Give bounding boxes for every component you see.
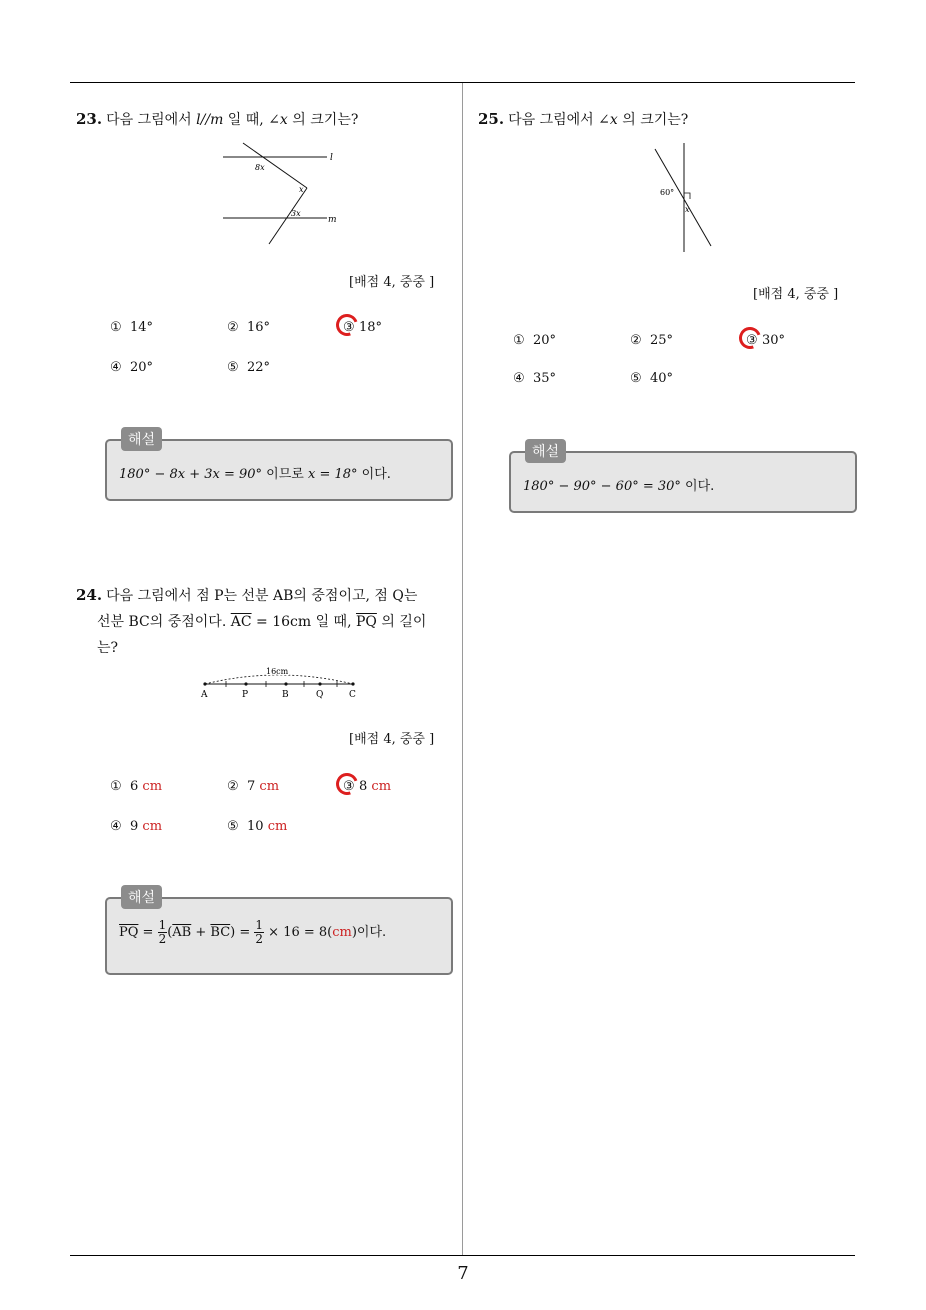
choice-number: ⑤	[630, 371, 642, 386]
footer-rule	[70, 1255, 855, 1256]
choice-value: 20°	[130, 360, 154, 375]
problem-number: 25.	[478, 110, 505, 128]
problem-24-solution	[105, 890, 453, 975]
label-b: B	[282, 690, 289, 700]
page-number: 7	[457, 1263, 469, 1284]
question-text: 의 크기는?	[287, 112, 359, 128]
solution-equation: 180° − 90° − 60° = 30°	[523, 479, 681, 494]
choice-value: 18°	[359, 320, 383, 335]
label-60: 60°	[660, 188, 675, 197]
question-text: 는?	[97, 640, 119, 656]
transversal-lower	[269, 188, 307, 244]
choice-value: 20°	[533, 333, 557, 348]
label-p: P	[242, 690, 249, 700]
answer-mark-icon	[332, 310, 361, 339]
choice-3[interactable]	[746, 333, 785, 348]
solution-symbol: =	[138, 925, 158, 940]
solution-text	[523, 475, 714, 494]
segment-pq: $\overline{PQ}$	[119, 925, 139, 940]
question-text: 다음 그림에서	[106, 112, 197, 128]
point-a	[203, 682, 206, 685]
choice-value: 22°	[247, 360, 271, 375]
choice-4[interactable]	[110, 360, 153, 375]
solution-symbol: (	[167, 925, 173, 940]
choice-1[interactable]	[110, 320, 153, 335]
fraction-half: $\frac{1}{2}$	[158, 918, 167, 946]
problem-24-question	[76, 582, 461, 661]
choice-value: 14°	[130, 320, 154, 335]
choice-value: 40°	[650, 371, 674, 386]
choice-2[interactable]	[227, 320, 270, 335]
problem-24-figure	[198, 664, 363, 704]
solution-text	[119, 919, 386, 946]
arc-ac	[205, 675, 353, 684]
label-8x: 8x	[255, 163, 265, 172]
choice-number: ③	[746, 333, 766, 348]
choice-value: 8	[359, 779, 368, 794]
segment-ac: $\overline{AC}$	[230, 614, 252, 630]
choice-number: ②	[630, 333, 642, 348]
problem-24-score: [배점 4, 중중 ]	[349, 732, 435, 747]
point-c	[351, 682, 354, 685]
choice-3[interactable]	[343, 320, 382, 335]
question-math: l//m	[196, 112, 224, 128]
choice-number: ①	[110, 779, 122, 794]
problem-number: 24.	[76, 586, 103, 604]
choice-number: ⑤	[227, 360, 239, 375]
problem-25-solution	[509, 444, 857, 513]
problem-23-question	[76, 106, 456, 133]
solution-symbol: ) =	[230, 925, 255, 940]
question-text: 다음 그림에서	[508, 112, 599, 128]
problem-25-figure	[650, 140, 720, 255]
choice-4[interactable]	[513, 371, 556, 386]
choice-value: 6	[130, 779, 139, 794]
fraction-half: $\frac{1}{2}$	[255, 918, 264, 946]
choice-1[interactable]	[513, 333, 556, 348]
choice-unit: cm	[371, 779, 392, 794]
choice-number: ①	[110, 320, 122, 335]
question-text: 의 크기는?	[617, 112, 689, 128]
label-x: x	[685, 205, 690, 214]
problem-25-question	[478, 106, 858, 133]
choice-5[interactable]	[227, 360, 270, 375]
solution-text	[119, 463, 391, 482]
label-16cm: 16cm	[266, 667, 289, 676]
label-m: m	[328, 215, 337, 225]
problem-number: 23.	[76, 110, 103, 128]
choice-3[interactable]	[343, 779, 391, 794]
point-b	[284, 682, 287, 685]
solution-unit: cm	[332, 925, 352, 940]
choice-number: ④	[513, 371, 525, 386]
choice-value: 25°	[650, 333, 674, 348]
choice-value: 16°	[247, 320, 271, 335]
choice-value: 10	[247, 819, 264, 834]
point-q	[318, 682, 321, 685]
choice-value: 7	[247, 779, 256, 794]
label-3x: 3x	[291, 209, 301, 218]
question-text: 선분 BC의 중점이다.	[97, 614, 231, 630]
point-p	[244, 682, 247, 685]
solution-result: x = 18°	[308, 467, 358, 482]
choice-5[interactable]	[227, 819, 287, 834]
segment-ab: $\overline{AB}$	[172, 925, 192, 940]
segment-pq: $\overline{PQ}$	[355, 614, 377, 630]
solution-symbol: × 16 = 8(	[264, 925, 333, 940]
question-text: 다음 그림에서 점 P는 선분 AB의 중점이고, 점 Q는	[106, 588, 418, 604]
choice-number: ①	[513, 333, 525, 348]
choice-4[interactable]	[110, 819, 162, 834]
question-text: 의 길이	[376, 614, 427, 630]
choice-1[interactable]	[110, 779, 162, 794]
solution-equation: 180° − 8x + 3x = 90°	[119, 467, 263, 482]
right-angle-mark	[684, 193, 690, 199]
solution-tag: 해설	[121, 885, 162, 909]
choice-2[interactable]	[630, 333, 673, 348]
solution-word: 이다.	[680, 479, 715, 494]
choice-number: ②	[227, 320, 239, 335]
answer-mark-icon	[735, 323, 764, 352]
solution-word: 이다.	[357, 467, 391, 482]
question-angle: ∠x	[598, 112, 618, 128]
label-q: Q	[316, 690, 324, 700]
choice-number: ③	[343, 320, 363, 335]
label-a: A	[201, 690, 208, 700]
choice-number: ④	[110, 819, 122, 834]
problem-23-score: [배점 4, 중중 ]	[349, 275, 435, 290]
choice-number: ③	[343, 779, 363, 794]
solution-tag: 해설	[121, 427, 162, 451]
choice-value: 30°	[762, 333, 786, 348]
answer-mark-icon	[332, 769, 361, 798]
slanted-line	[655, 149, 711, 246]
label-x: x	[299, 185, 304, 194]
choice-2[interactable]	[227, 779, 279, 794]
transversal-upper	[243, 143, 307, 188]
solution-tag: 해설	[525, 439, 566, 463]
choice-unit: cm	[267, 819, 288, 834]
question-angle: ∠x	[268, 112, 288, 128]
solution-word: 이므로	[262, 467, 308, 482]
choice-unit: cm	[259, 779, 280, 794]
choice-value: 9	[130, 819, 139, 834]
choice-number: ④	[110, 360, 122, 375]
choice-5[interactable]	[630, 371, 673, 386]
solution-word: )이다.	[351, 925, 387, 940]
choice-unit: cm	[142, 819, 163, 834]
problem-23-figure	[215, 140, 345, 250]
problem-23-solution	[105, 432, 453, 501]
label-l: l	[330, 153, 333, 163]
label-c: C	[349, 690, 356, 700]
segment-bc: $\overline{BC}$	[210, 925, 231, 940]
question-text: = 16cm 일 때,	[251, 614, 356, 630]
solution-symbol: +	[191, 925, 211, 940]
column-divider	[462, 83, 463, 1255]
choice-value: 35°	[533, 371, 557, 386]
problem-25-score: [배점 4, 중중 ]	[753, 287, 839, 302]
question-text: 일 때,	[223, 112, 269, 128]
choice-unit: cm	[142, 779, 163, 794]
choice-number: ②	[227, 779, 239, 794]
choice-number: ⑤	[227, 819, 239, 834]
